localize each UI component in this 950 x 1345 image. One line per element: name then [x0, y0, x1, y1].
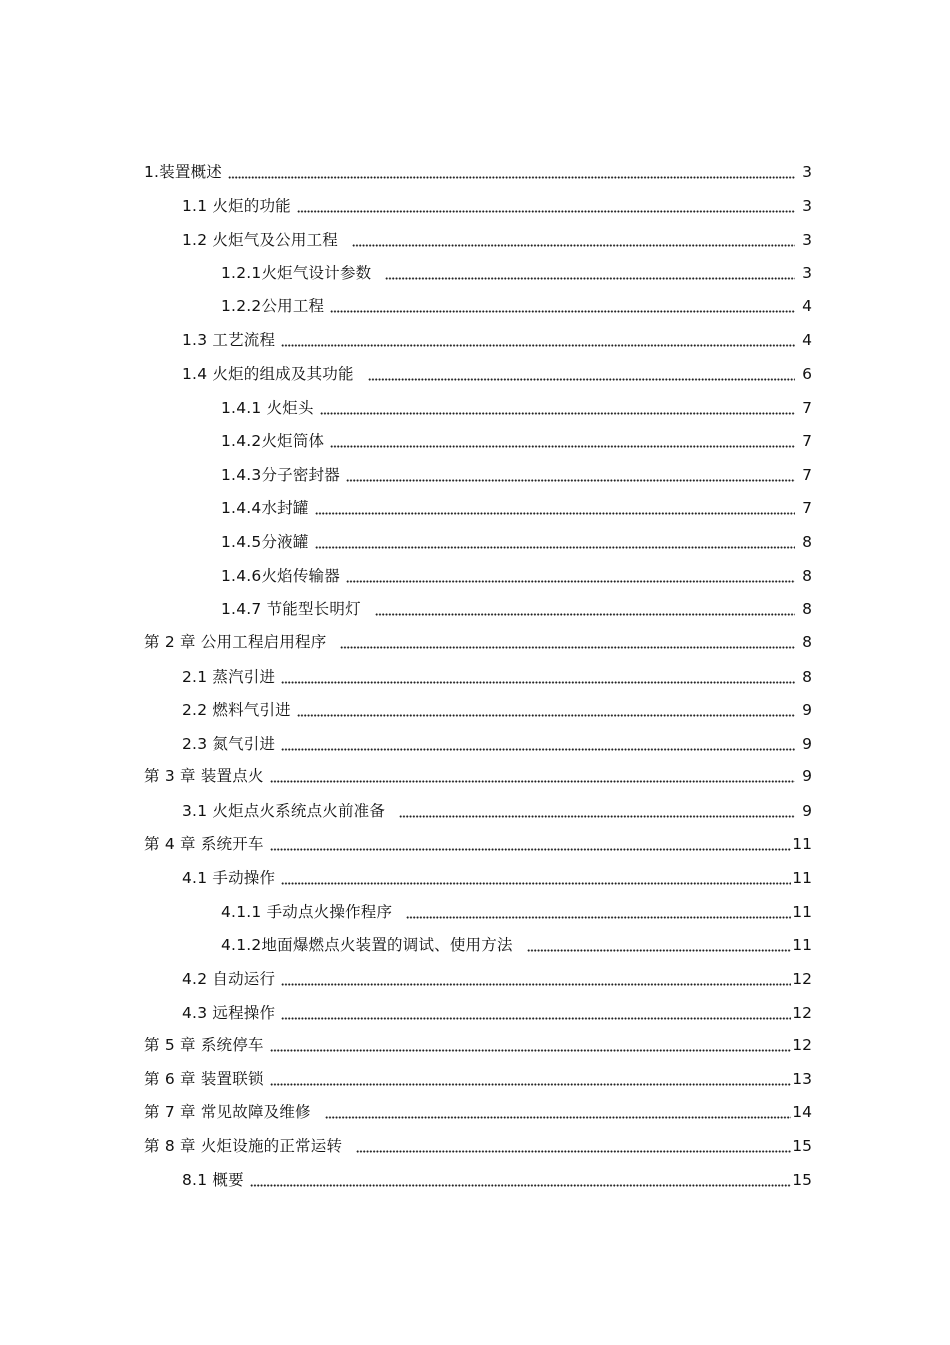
toc-entry-chapter-7[interactable] [144, 1098, 812, 1122]
dot-leader [356, 1137, 791, 1153]
dot-leader [281, 970, 791, 986]
toc-page-number: 8 [802, 533, 812, 551]
toc-entry-label: 4.1.2地面爆燃点火装置的调试、使用方法 [221, 936, 513, 954]
toc-entry-chapter-5[interactable] [144, 1031, 812, 1055]
toc-page-number: 11 [792, 835, 812, 853]
toc-entry-4-1[interactable] [182, 864, 812, 888]
toc-entry-label: 2.1 蒸汽引进 [182, 668, 276, 686]
toc-entry-label: 第 2 章 公用工程启用程序 [144, 633, 327, 651]
dot-leader [297, 701, 795, 717]
toc-page-number: 3 [802, 163, 812, 181]
toc-page-number: 7 [802, 432, 812, 450]
dot-leader [375, 600, 795, 616]
toc-entry-1-2[interactable] [182, 226, 812, 250]
toc-entry-label: 1.装置概述 [144, 163, 222, 181]
toc-entry-label: 1.4.5分液罐 [221, 533, 309, 551]
toc-page-number: 9 [802, 735, 812, 753]
dot-leader [281, 668, 795, 684]
dot-leader [346, 466, 795, 482]
dot-leader [385, 264, 795, 280]
dot-leader [320, 399, 795, 415]
toc-entry-label: 1.4.3分子密封器 [221, 466, 340, 484]
toc-page-number: 12 [792, 1036, 812, 1054]
toc-entry-1-4[interactable] [182, 360, 812, 384]
toc-entry-label: 第 3 章 装置点火 [144, 767, 264, 785]
toc-entry-1-1[interactable] [182, 192, 812, 216]
toc-page-number: 3 [802, 264, 812, 282]
dot-leader [352, 231, 795, 247]
dot-leader [297, 197, 795, 213]
dot-leader [281, 869, 791, 885]
toc-entry-1-4-1[interactable] [221, 394, 812, 418]
toc-page-number: 7 [802, 399, 812, 417]
toc-entry-4-2[interactable] [182, 965, 812, 989]
toc-entry-2-3[interactable] [182, 730, 812, 754]
toc-entry-label: 1.4.4水封罐 [221, 499, 309, 517]
toc-page-number: 11 [792, 936, 812, 954]
toc-page-number: 14 [792, 1103, 812, 1121]
toc-page-number: 12 [792, 970, 812, 988]
toc-entry-label: 1.2.2公用工程 [221, 297, 325, 315]
toc-page-number: 3 [802, 197, 812, 215]
dot-leader [270, 767, 795, 783]
toc-entry-2-2[interactable] [182, 696, 812, 720]
toc-entry-1-4-2[interactable] [221, 427, 812, 451]
toc-entry-2-1[interactable] [182, 663, 812, 687]
toc-entry-label: 1.4.6火焰传输器 [221, 567, 340, 585]
dot-leader [315, 533, 795, 549]
toc-entry-label: 1.4.7 节能型长明灯 [221, 600, 361, 618]
dot-leader [527, 936, 792, 952]
dot-leader [281, 331, 795, 347]
dot-leader [228, 163, 795, 179]
toc-entry-1-4-7[interactable] [221, 595, 812, 619]
toc-page-number: 9 [802, 701, 812, 719]
toc-entry-label: 第 8 章 火炬设施的正常运转 [144, 1137, 343, 1155]
dot-leader [340, 633, 795, 649]
toc-page-number: 9 [802, 802, 812, 820]
toc-page-number: 11 [792, 903, 812, 921]
toc-page-number: 3 [802, 231, 812, 249]
dot-leader [346, 567, 795, 583]
toc-page-number: 7 [802, 466, 812, 484]
toc-entry-label: 1.1 火炬的功能 [182, 197, 291, 215]
toc-page-number: 6 [802, 365, 812, 383]
dot-leader [330, 297, 795, 313]
dot-leader [270, 835, 792, 851]
toc-entry-label: 4.1.1 手动点火操作程序 [221, 903, 393, 921]
toc-entry-4-3[interactable] [182, 999, 812, 1023]
toc-page-number: 4 [802, 331, 812, 349]
dot-leader [250, 1171, 791, 1187]
toc-entry-chapter-2[interactable] [144, 628, 812, 652]
dot-leader [330, 432, 795, 448]
toc-entry-label: 4.2 自动运行 [182, 970, 276, 988]
toc-entry-label: 1.4 火炬的组成及其功能 [182, 365, 354, 383]
dot-leader [270, 1070, 792, 1086]
toc-entry-label: 2.2 燃料气引进 [182, 701, 291, 719]
toc-entry-chapter-3[interactable] [144, 762, 812, 786]
toc-page-number: 8 [802, 600, 812, 618]
toc-entry-label: 1.4.1 火炬头 [221, 399, 314, 417]
toc-page-number: 8 [802, 668, 812, 686]
dot-leader [406, 903, 791, 919]
toc-entry-4-1-2[interactable] [221, 931, 812, 955]
toc-page-number: 9 [802, 767, 812, 785]
toc-page-number: 12 [792, 1004, 812, 1022]
toc-entry-8-1[interactable] [182, 1166, 812, 1190]
toc-entry-label: 1.4.2火炬筒体 [221, 432, 325, 450]
toc-page-number: 7 [802, 499, 812, 517]
dot-leader [281, 735, 795, 751]
dot-leader [315, 499, 795, 515]
toc-entry-chapter-8[interactable] [144, 1132, 812, 1156]
toc-entry-1[interactable] [144, 158, 812, 182]
toc-entry-label: 4.3 远程操作 [182, 1004, 276, 1022]
toc-entry-1-2-2[interactable] [221, 292, 812, 316]
toc-page-number: 4 [802, 297, 812, 315]
toc-entry-label: 8.1 概要 [182, 1171, 244, 1189]
toc-entry-label: 3.1 火炬点火系统点火前准备 [182, 802, 386, 820]
toc-page-number: 8 [802, 633, 812, 651]
toc-entry-label: 1.2.1火炬气设计参数 [221, 264, 372, 282]
dot-leader [325, 1103, 792, 1119]
toc-entry-1-2-1[interactable] [221, 259, 812, 283]
toc-entry-label: 第 7 章 常见故障及维修 [144, 1103, 311, 1121]
toc-entry-label: 第 4 章 系统开车 [144, 835, 264, 853]
toc-entry-3-1[interactable] [182, 797, 812, 821]
dot-leader [368, 365, 795, 381]
toc-entry-chapter-6[interactable] [144, 1065, 812, 1089]
dot-leader [270, 1036, 792, 1052]
toc-entry-1-4-3[interactable] [221, 461, 812, 485]
dot-leader [399, 802, 795, 818]
dot-leader [281, 1004, 791, 1020]
toc-page-number: 15 [792, 1171, 812, 1189]
toc-entry-label: 1.2 火炬气及公用工程 [182, 231, 338, 249]
toc-entry-label: 2.3 氮气引进 [182, 735, 276, 753]
toc-entry-1-4-5[interactable] [221, 528, 812, 552]
toc-entry-label: 1.3 工艺流程 [182, 331, 276, 349]
toc-entry-1-4-4[interactable] [221, 494, 812, 518]
toc-entry-1-4-6[interactable] [221, 562, 812, 586]
toc-entry-1-3[interactable] [182, 326, 812, 350]
toc-entry-label: 第 5 章 系统停车 [144, 1036, 264, 1054]
toc-page-number: 8 [802, 567, 812, 585]
toc-entry-4-1-1[interactable] [221, 898, 812, 922]
toc-page-number: 15 [792, 1137, 812, 1155]
toc-page-number: 13 [792, 1070, 812, 1088]
toc-entry-chapter-4[interactable] [144, 830, 812, 854]
toc-page-number: 11 [792, 869, 812, 887]
toc-entry-label: 第 6 章 装置联锁 [144, 1070, 264, 1088]
toc-entry-label: 4.1 手动操作 [182, 869, 276, 887]
